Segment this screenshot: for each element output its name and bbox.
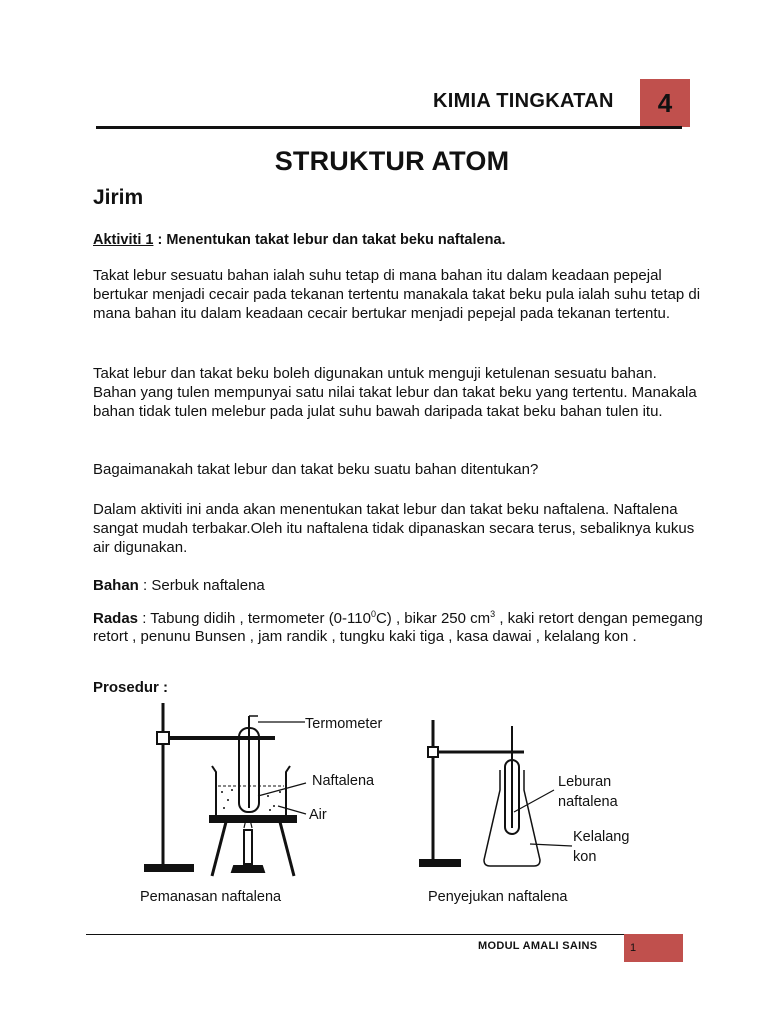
- section-subtitle: Jirim: [93, 186, 144, 209]
- left-stand-base: [145, 865, 193, 871]
- paragraph-3: Bagaimanakah takat lebur dan takat beku suatu bahan ditentukan?: [93, 461, 539, 478]
- left-bunsen-burner: [244, 830, 252, 864]
- apparatus-sup-b: 3: [490, 609, 496, 619]
- label-kelalang: Kelalang kon: [573, 829, 630, 865]
- left-wire-gauze: [210, 816, 296, 822]
- label-air: Air: [309, 807, 327, 823]
- paragraph-2: Takat lebur dan takat beku boleh digunakan untuk menguji ketulenan sesuatu bahan. Bahan yang tulen mempunyai satu nilai takat lebur dan takat beku yang tertentu. Manakala bahan tidak tulen melebur pada julat suhu bawah daripada takat beku bahan tulen itu.: [93, 365, 697, 420]
- materials-text: : Serbuk naftalena: [138, 577, 265, 594]
- apparatus-text-c: , kaki retort dengan pemegang retort , penunu Bunsen , jam randik , tungku kaki tiga , kasa dawai , kelalang kon .: [93, 610, 703, 645]
- label-leburan: Leburan naftalena: [558, 774, 618, 810]
- left-tripod-leg: [212, 822, 226, 876]
- header-title: KIMIA TINGKATAN: [433, 90, 614, 112]
- procedure-heading: Prosedur :: [93, 679, 169, 696]
- activity-label: Aktiviti 1: [93, 232, 154, 248]
- paragraph-1: Takat lebur sesuatu bahan ialah suhu tetap di mana bahan itu dalam keadaan pepejal bertukar menjadi cecair pada tekanan tertentu manakala takat beku pula ialah suhu tetap di mana bahan itu dalam keadaan cecair bertukar menjadi pepejal pada tekanan tertentu.: [93, 267, 701, 322]
- apparatus-text-b: C) , bikar 250 cm: [375, 610, 491, 627]
- activity-text: : Menentukan takat lebur dan takat beku naftalena.: [153, 232, 506, 248]
- apparatus-text-a: : Tabung didih , termometer (0-110: [138, 610, 371, 627]
- label-naftalena: Naftalena: [312, 773, 375, 789]
- footer-text: MODUL AMALI SAINS: [478, 940, 598, 952]
- caption-left: Pemanasan naftalena: [140, 889, 282, 905]
- page-title: STRUKTUR ATOM: [274, 146, 510, 176]
- paragraph-4: Dalam aktiviti ini anda akan menentukan takat lebur dan takat beku naftalena. Naftalena sangat mudah terbakar.Oleh itu naftalena tidak dipanaskan secara terus, sebaliknya kukus air digunakan.: [93, 501, 695, 556]
- header-badge: 4: [640, 79, 690, 127]
- apparatus-sup-a: 0: [370, 609, 376, 619]
- label-termometer: Termometer: [305, 716, 383, 732]
- caption-right: Penyejukan naftalena: [428, 889, 568, 905]
- page-number: 1: [624, 934, 683, 962]
- left-clamp-boss: [157, 732, 169, 744]
- footer-divider: [86, 934, 624, 935]
- right-stand-base: [420, 860, 460, 866]
- apparatus-label: Radas: [93, 610, 139, 627]
- materials-label: Bahan: [93, 577, 139, 594]
